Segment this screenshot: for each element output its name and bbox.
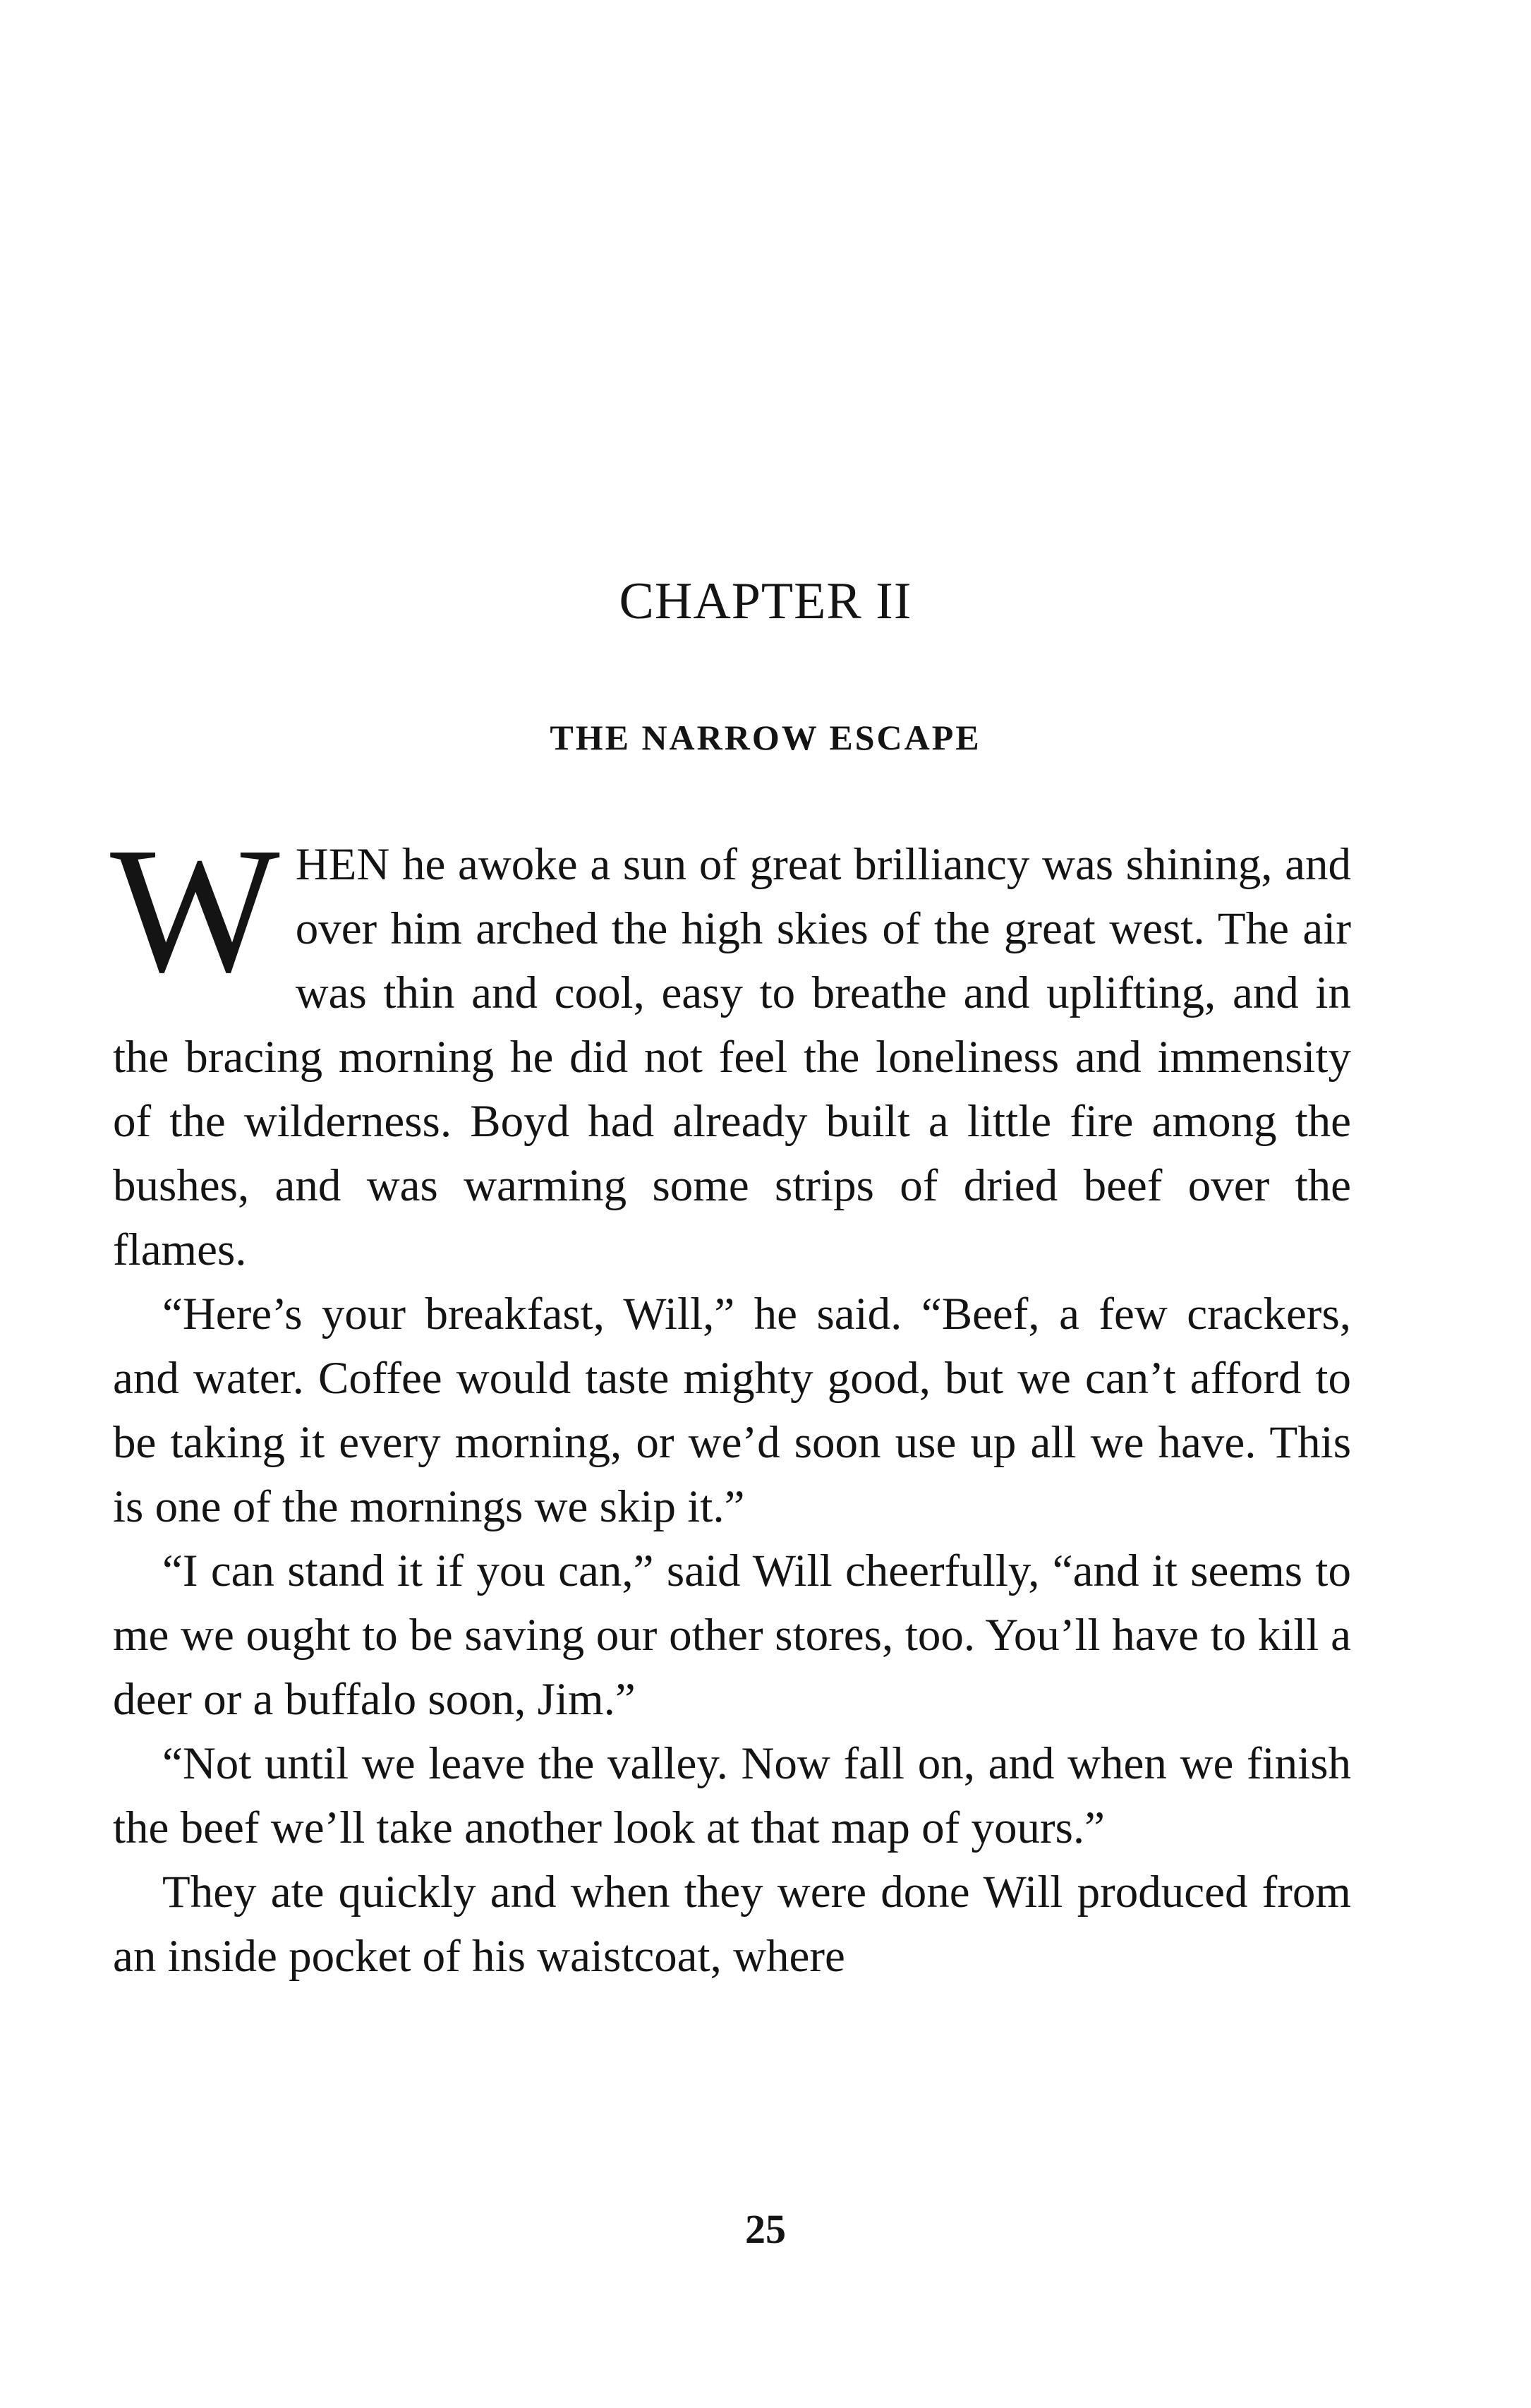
body-text [110, 811, 1351, 1989]
paragraph-1 [110, 811, 1351, 1282]
paragraph-4: “Not until we leave the valley. Now fall on, and when we finish the beef we’ll take another look at that map of yours.” [113, 1738, 1351, 1853]
paragraph-3: “I can stand it if you can,” said Will cheerfully, “and it seems to me we ought to be saving our other stores, too. You’ll have to kill a deer or a buffalo soon, Jim.” [113, 1546, 1351, 1725]
paragraph-1-text: HEN he awoke a sun of great brilliancy was shining, and over him arched the high skies of the great west. The air was thin and cool, easy to breathe and uplifting, and in the bracing morning he did not feel the loneliness and immensity of the wilderness. Boyd had already built a little fire among the bushes, and was warming some strips of dried beef over the flames. [113, 839, 1351, 1275]
chapter-heading: CHAPTER II [619, 572, 912, 630]
section-heading: THE NARROW ESCAPE [550, 718, 981, 757]
paragraph-5: They ate quickly and when they were done Will produced from an inside pocket of his waistcoat, where [113, 1867, 1351, 1982]
paragraph-2: “Here’s your breakfast, Will,” he said. “Beef, a few crackers, and water. Coffee would taste mighty good, but we can’t afford to be taking it every morning, or we’d soon use up all we have. This is one of the mornings we skip it.” [113, 1289, 1351, 1532]
drop-cap: W [110, 811, 280, 1010]
page-number: 25 [745, 2206, 786, 2252]
